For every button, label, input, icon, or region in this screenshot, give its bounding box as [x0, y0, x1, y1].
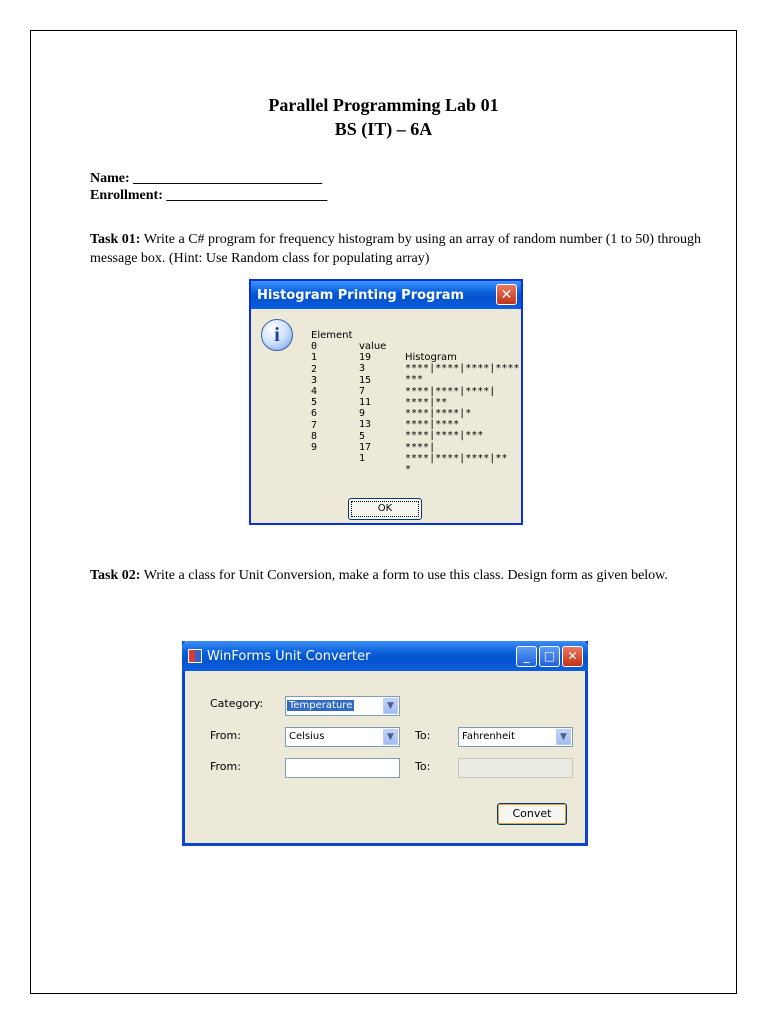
to-value-output: [458, 758, 573, 778]
row-element: 0: [311, 341, 318, 353]
row-histogram: ****|****: [405, 419, 460, 431]
row-element: 4: [311, 385, 318, 397]
chevron-down-icon[interactable]: ▼: [383, 729, 398, 745]
enrollment-blank: _______________________: [166, 188, 328, 203]
row-value: 7: [359, 385, 366, 397]
row-value: 15: [359, 374, 372, 386]
to-value-label: To:: [415, 760, 431, 773]
message-box-titlebar: [251, 281, 521, 309]
task1-paragraph: [90, 230, 710, 268]
row-histogram: ****|: [405, 441, 436, 453]
row-element: 5: [311, 397, 318, 409]
histogram-message-box: [249, 279, 523, 525]
document-subtitle: BS (IT) – 6A: [334, 119, 433, 139]
category-select[interactable]: [285, 696, 400, 716]
category-value: Temperature: [289, 700, 353, 711]
task2-paragraph: [90, 566, 710, 585]
task2-label: Task 02:: [90, 568, 141, 583]
row-value: 3: [359, 363, 366, 375]
converter-titlebar: [182, 641, 588, 671]
from-unit-value: Celsius: [289, 731, 325, 742]
header-element: Element: [311, 330, 353, 341]
convert-button[interactable]: Convet: [497, 803, 567, 825]
from-value-label: From:: [210, 760, 241, 773]
ok-button[interactable]: OK: [348, 498, 422, 520]
row-histogram: *: [405, 463, 412, 475]
row-element: 7: [311, 419, 318, 431]
unit-converter-window: [182, 641, 588, 846]
row-histogram: ****|**: [405, 396, 448, 408]
header-value: value: [359, 341, 387, 352]
header-histogram: Histogram: [405, 352, 457, 363]
row-value: 5: [359, 430, 366, 442]
row-histogram: ****|****|****|: [405, 385, 496, 397]
close-icon[interactable]: ✕: [562, 646, 583, 667]
minimize-icon[interactable]: _: [516, 646, 537, 667]
name-line: [90, 171, 322, 187]
histogram-table: [311, 319, 520, 475]
from-unit-label: From:: [210, 729, 241, 742]
row-element: 1: [311, 352, 318, 364]
chevron-down-icon[interactable]: ▼: [383, 698, 398, 714]
name-blank: ___________________________: [133, 171, 323, 186]
chevron-down-icon[interactable]: ▼: [556, 729, 571, 745]
row-element: 8: [311, 430, 318, 442]
to-unit-select[interactable]: [458, 727, 573, 747]
row-element: 2: [311, 363, 318, 375]
to-unit-label: To:: [415, 729, 431, 742]
enrollment-label: Enrollment:: [90, 188, 163, 203]
row-histogram: ***: [405, 374, 424, 386]
from-unit-select[interactable]: [285, 727, 400, 747]
row-element: 6: [311, 408, 318, 420]
enrollment-line: [90, 188, 327, 204]
row-value: 11: [359, 396, 372, 408]
row-value: 19: [359, 352, 372, 364]
information-icon: i: [261, 319, 293, 351]
document-title: Parallel Programming Lab 01: [268, 95, 499, 115]
message-box-title: Histogram Printing Program: [257, 287, 465, 303]
document-page: [30, 30, 737, 994]
task2-text: Write a class for Unit Conversion, make a form to use this class. Design form as given below.: [140, 568, 668, 583]
row-element: 3: [311, 374, 318, 386]
row-value: 1: [359, 452, 366, 464]
row-histogram: ****|****|*: [405, 407, 472, 419]
row-histogram: ****|****|****|**: [405, 452, 508, 464]
row-histogram: ****|****|***: [405, 430, 484, 442]
category-label: Category:: [210, 697, 264, 710]
row-value: 13: [359, 419, 372, 431]
maximize-icon[interactable]: □: [539, 646, 560, 667]
task1-text: Write a C# program for frequency histogram by using an array of random number (1 to 50) through message box. (Hint: Use Random class for populating array): [90, 232, 702, 266]
row-element: 9: [311, 441, 318, 453]
row-value: 17: [359, 441, 372, 453]
app-icon: [188, 649, 202, 663]
converter-title: WinForms Unit Converter: [207, 648, 371, 664]
row-value: 9: [359, 408, 366, 420]
row-histogram: ****|****|****|****: [405, 363, 520, 375]
name-label: Name:: [90, 171, 130, 186]
from-value-input[interactable]: [285, 758, 400, 778]
close-icon[interactable]: ✕: [496, 284, 517, 305]
task1-label: Task 01:: [90, 232, 141, 247]
to-unit-value: Fahrenheit: [462, 731, 515, 742]
